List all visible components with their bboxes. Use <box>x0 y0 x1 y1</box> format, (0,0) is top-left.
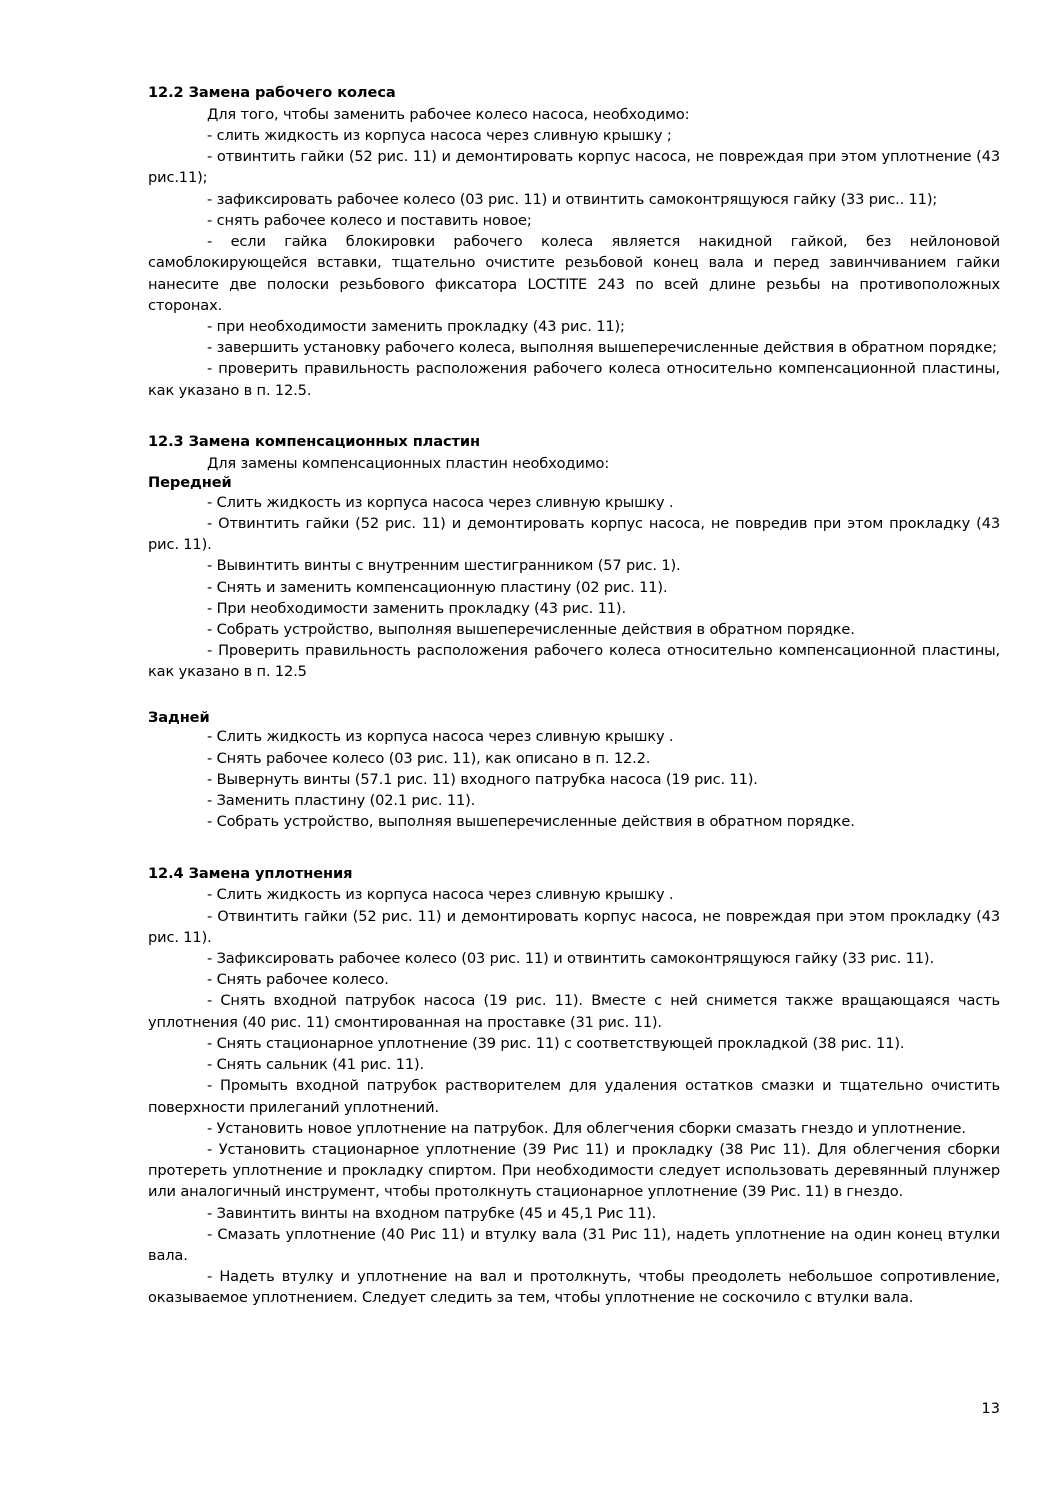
paragraph: - зафиксировать рабочее колесо (03 рис. 11) и отвинтить самоконтрящуюся гайку (33 рис.. 11); <box>207 190 938 208</box>
paragraph: - При необходимости заменить прокладку (43 рис. 11). <box>207 599 626 617</box>
section-heading-12-4: 12.4 Замена уплотнения <box>148 864 353 882</box>
document-body <box>148 84 1000 1309</box>
paragraph: - Смазать уплотнение (40 Рис 11) и втулку вала (31 Рис 11), надеть уплотнение на один конец втулки вала. <box>148 1225 1000 1265</box>
paragraph: Для замены компенсационных пластин необходимо: <box>207 454 610 472</box>
paragraph: - Вывинтить винты с внутренним шестигранником (57 рис. 1). <box>207 557 681 575</box>
paragraph: - при необходимости заменить прокладку (43 рис. 11); <box>207 317 625 335</box>
paragraph: - отвинтить гайки (52 рис. 11) и демонтировать корпус насоса, не повреждая при этом уплотнение (43 рис.11); <box>148 148 1000 187</box>
paragraph: - Собрать устройство, выполняя вышеперечисленные действия в обратном порядке. <box>207 813 855 831</box>
paragraph: - Надеть втулку и уплотнение на вал и протолкнуть, чтобы преодолеть небольшое сопротивление, оказываемое уплотнением. Следует следить за тем, чтобы уплотнение не соскочило с втулки вала. <box>148 1268 1000 1307</box>
section-heading-12-2: 12.2 Замена рабочего колеса <box>148 84 396 101</box>
paragraph: - Снять сальник (41 рис. 11). <box>207 1056 425 1074</box>
paragraph: - Снять и заменить компенсационную пластину (02 рис. 11). <box>207 578 668 596</box>
section-gap <box>148 401 1000 433</box>
paragraph: - Отвинтить гайки (52 рис. 11) и демонтировать корпус насоса, не повреждая при этом прокладку (43 рис. 11). <box>148 907 1000 946</box>
page-number: 13 <box>981 1400 1000 1417</box>
paragraph: - Снять стационарное уплотнение (39 рис. 11) с соответствующей прокладкой (38 рис. 11). <box>207 1034 905 1052</box>
paragraph: - Слить жидкость из корпуса насоса через сливную крышку . <box>207 886 674 904</box>
paragraph: - Отвинтить гайки (52 рис. 11) и демонтировать корпус насоса, не повредив при этом прокладку (43 рис. 11). <box>148 514 1000 554</box>
section-gap <box>148 833 1000 865</box>
section-heading-12-3: 12.3 Замена компенсационных пластин <box>148 432 481 450</box>
paragraph: - Зафиксировать рабочее колесо (03 рис. 11) и отвинтить самоконтрящуюся гайку (33 рис. 11). <box>207 949 934 967</box>
paragraph: - если гайка блокировки рабочего колеса является накидной гайкой, без нейлоновой самоблокирующейся вставки, тщательно очистите резьбовой конец вала и перед завинчиванием гайки нанесите две полоски резьбового фиксатора LOCTITE 243 по всей длине резьбы на противоположных сторонах. <box>148 233 1000 314</box>
paragraph: - Слить жидкость из корпуса насоса через сливную крышку . <box>207 728 674 746</box>
paragraph: - слить жидкость из корпуса насоса через сливную крышку ; <box>207 127 672 145</box>
paragraph: Для того, чтобы заменить рабочее колесо насоса, необходимо: <box>207 105 690 123</box>
paragraph: - Снять рабочее колесо. <box>207 971 389 989</box>
paragraph: - проверить правильность расположения рабочего колеса относительно компенсационной пластины, как указано в п. 12.5. <box>148 360 1000 399</box>
paragraph: - Установить стационарное уплотнение (39 Рис 11) и прокладку (38 Рис 11). Для облегчения сборки протереть уплотнение и прокладку спиртом. При необходимости следует использовать деревянный плунжер или аналогичный инструмент, чтобы протолкнуть стационарное уплотнение (39 Рис. 11) в гнездо. <box>148 1140 1000 1201</box>
paragraph: - Проверить правильность расположения рабочего колеса относительно компенсационной пластины, как указано в п. 12.5 <box>148 642 1000 681</box>
paragraph-gap <box>148 683 1000 709</box>
paragraph: - Вывернуть винты (57.1 рис. 11) входного патрубка насоса (19 рис. 11). <box>207 770 758 788</box>
paragraph: - Заменить пластину (02.1 рис. 11). <box>207 792 476 810</box>
paragraph: - Установить новое уплотнение на патрубок. Для облегчения сборки смазать гнездо и уплотнение. <box>207 1119 966 1137</box>
paragraph: - Снять рабочее колесо (03 рис. 11), как описано в п. 12.2. <box>207 749 651 767</box>
paragraph: - завершить установку рабочего колеса, выполняя вышеперечисленные действия в обратном порядке; <box>207 339 997 357</box>
paragraph: - Слить жидкость из корпуса насоса через сливную крышку . <box>207 493 674 511</box>
paragraph: - Завинтить винты на входном патрубке (45 и 45,1 Рис 11). <box>207 1204 657 1222</box>
paragraph: - Собрать устройство, выполняя вышеперечисленные действия в обратном порядке. <box>207 620 855 638</box>
paragraph: - снять рабочее колесо и поставить новое; <box>207 211 532 229</box>
subsection-heading: Задней <box>148 708 210 726</box>
subsection-heading: Передней <box>148 473 232 491</box>
paragraph: - Промыть входной патрубок растворителем для удаления остатков смазки и тщательно очистить поверхности прилеганий уплотнений. <box>148 1077 1000 1116</box>
paragraph: - Снять входной патрубок насоса (19 рис. 11). Вместе с ней снимется также вращающаяся часть уплотнения (40 рис. 11) смонтированная на проставке (31 рис. 11). <box>148 992 1000 1031</box>
